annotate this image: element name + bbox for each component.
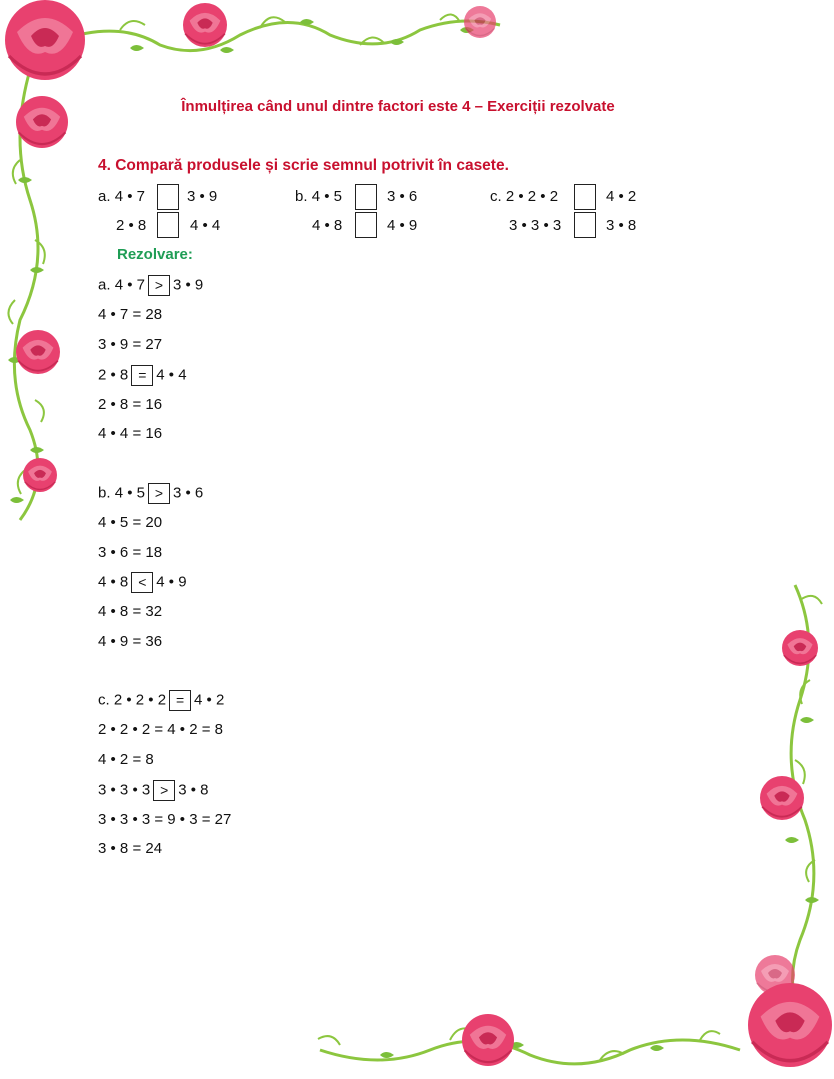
exercise-b-row2-right: 4 • 9: [387, 217, 418, 234]
exercise-c-row1: c. 2 • 2 • 2: [490, 188, 559, 205]
sign-box: >: [148, 483, 170, 504]
exercise-b-row2: 4 • 8: [312, 217, 343, 234]
answer-box-b1[interactable]: [355, 184, 377, 210]
solution-b-line-4: 4 • 9 = 36: [98, 633, 163, 650]
solution-b-line-3: 4 • 8 = 32: [98, 603, 163, 620]
solution-c-line-3: 3 • 3 • 3 = 9 • 3 = 27: [98, 811, 232, 828]
sign-box: >: [153, 780, 175, 801]
answer-box-c2[interactable]: [574, 212, 596, 238]
solution-b-compare-2: 4 • 8 < 4 • 9: [98, 572, 187, 593]
sign-box: <: [131, 572, 153, 593]
exercise-a-row2-right: 4 • 4: [190, 217, 221, 234]
sign-box: =: [131, 365, 153, 386]
exercise-c-row1-right: 4 • 2: [606, 188, 637, 205]
solution-a-line-3: 2 • 8 = 16: [98, 396, 163, 413]
page-title: Înmulțirea când unul dintre factori este 4 – Exerciții rezolvate: [181, 98, 615, 115]
solution-label: Rezolvare:: [117, 246, 193, 263]
solution-b-line-1: 4 • 5 = 20: [98, 514, 163, 531]
solution-a-line-2: 3 • 9 = 27: [98, 336, 163, 353]
answer-box-b2[interactable]: [355, 212, 377, 238]
exercise-a-row2: 2 • 8: [116, 217, 147, 234]
solution-b-compare-1: b. 4 • 5 > 3 • 6: [98, 483, 203, 504]
exercise-c-row2-right: 3 • 8: [606, 217, 637, 234]
answer-box-c1[interactable]: [574, 184, 596, 210]
top-vine: [60, 21, 500, 51]
solution-c-line-4: 3 • 8 = 24: [98, 840, 163, 857]
answer-box-a2[interactable]: [157, 212, 179, 238]
solution-a-compare-1: a. 4 • 7 > 3 • 9: [98, 275, 203, 296]
solution-a-line-1: 4 • 7 = 28: [98, 306, 163, 323]
solution-c-line-2: 4 • 2 = 8: [98, 751, 154, 768]
sign-box: =: [169, 690, 191, 711]
exercise-c-row2: 3 • 3 • 3: [509, 217, 562, 234]
answer-box-a1[interactable]: [157, 184, 179, 210]
solution-c-compare-1: c. 2 • 2 • 2 = 4 • 2: [98, 690, 224, 711]
exercise-b-row1-right: 3 • 6: [387, 188, 418, 205]
exercise-a-row1-right: 3 • 9: [187, 188, 218, 205]
solution-a-compare-2: 2 • 8 = 4 • 4: [98, 365, 187, 386]
sign-box: >: [148, 275, 170, 296]
exercise-a-row1: a. 4 • 7: [98, 188, 145, 205]
solution-c-compare-2: 3 • 3 • 3 > 3 • 8: [98, 780, 208, 801]
solution-c-line-1: 2 • 2 • 2 = 4 • 2 = 8: [98, 721, 224, 738]
bottom-vine: [320, 1040, 740, 1064]
solution-b-line-2: 3 • 6 = 18: [98, 544, 163, 561]
solution-a-line-4: 4 • 4 = 16: [98, 425, 163, 442]
exercise-heading: 4. Compară produsele și scrie semnul potrivit în casete.: [98, 157, 509, 174]
exercise-b-row1: b. 4 • 5: [295, 188, 342, 205]
